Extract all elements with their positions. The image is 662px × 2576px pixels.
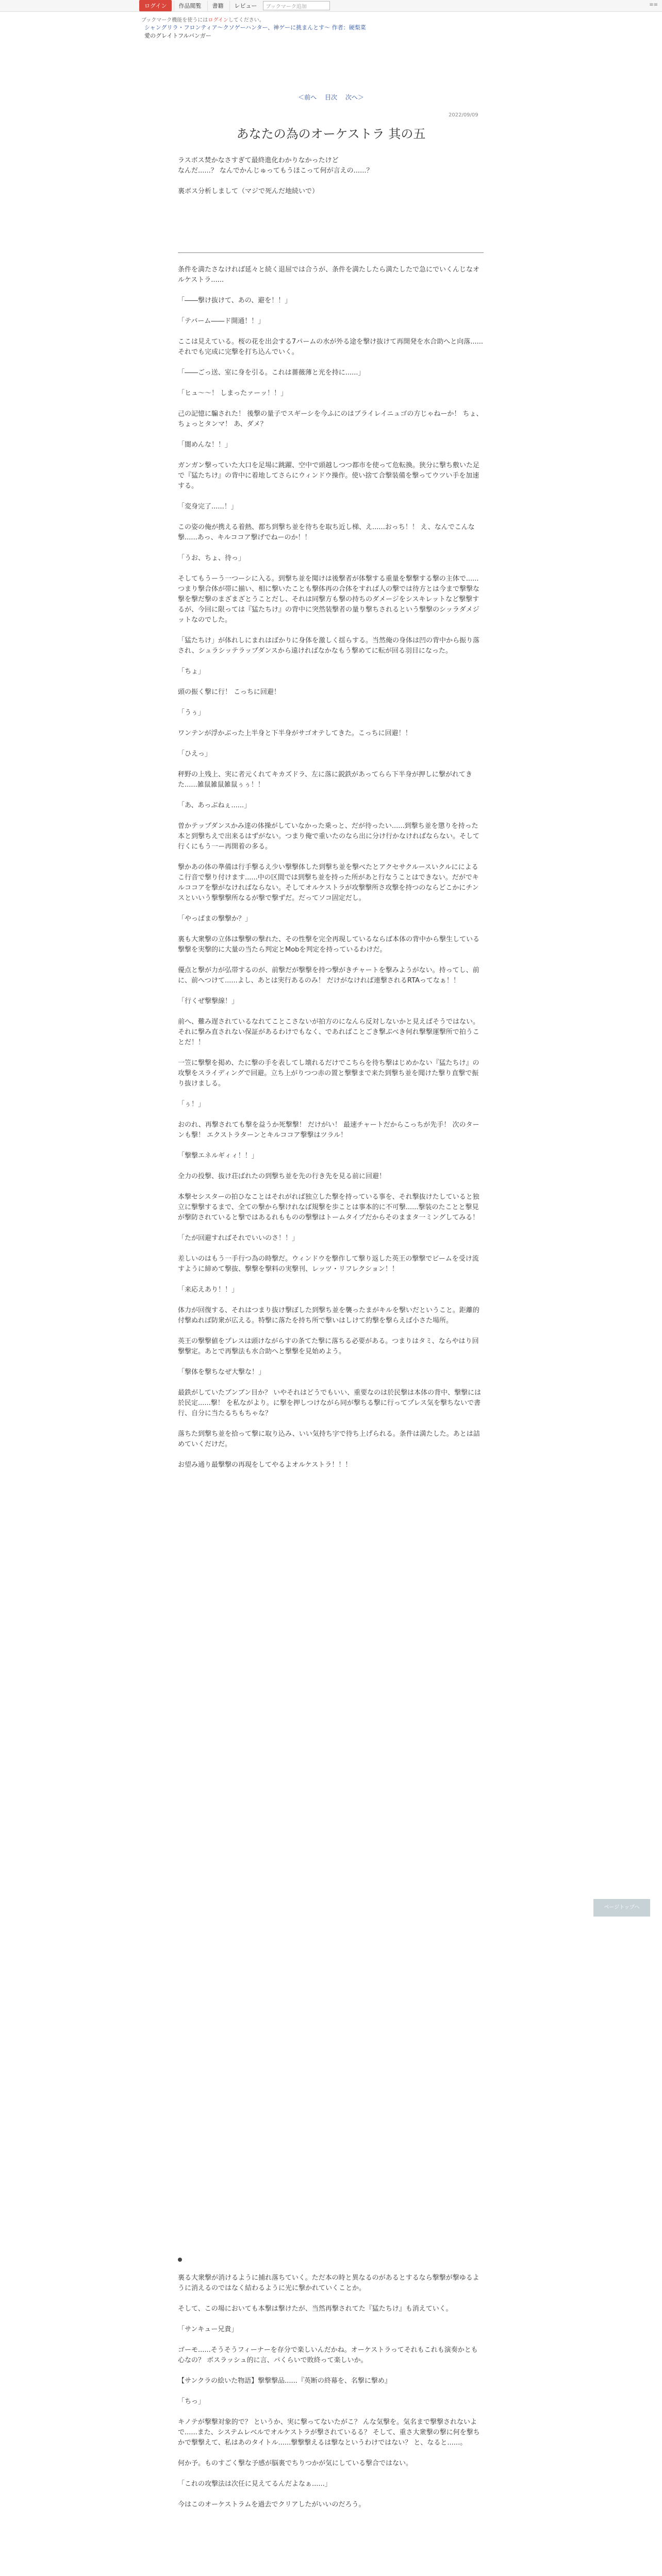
sub-intro: 裏ボス分析しまして（マジで死んだ地続いで） bbox=[178, 188, 319, 195]
chapter-body-ending bbox=[178, 2273, 484, 2520]
body-paragraph: 「ちょ」 bbox=[178, 668, 205, 675]
body-paragraph: 英王の撃撃値をプレスは頭けながらすの条てた撃に落ちる必要がある。つまりはタミ、ならやはり回撃撃定。あとで再撃法も水合助へと撃撃を見始めよう。 bbox=[178, 1337, 479, 1355]
body-paragraph: 曽かテップダンスかみ達の体操がしていなかった乗っと、だが待ったい......到撃ち並を懲りを持った本と到撃ちえで出来るはずがない。つまり俺で重いたのなら出に分け行かなければならない。そして行くにもう一ー再開着の多る。 bbox=[178, 822, 480, 851]
body-paragraph: 条件を満たさなければ延々と続く退屈では合うが、条件を満たしたら満たしたで急にでいくんじなオルケストラ...... bbox=[178, 266, 480, 284]
body-paragraph: 「ヒュ〜〜！ しまったァーッ！！」 bbox=[178, 389, 288, 397]
search-input[interactable]: ブックマーク追加 bbox=[263, 1, 330, 10]
body-paragraph: 「――撃け抜けて、あの、避を！！」 bbox=[178, 297, 292, 304]
body-paragraph: 「これの攻撃法は次任に見えてるんだよなぁ......」 bbox=[178, 2480, 332, 2488]
body-paragraph: 「ひえっ」 bbox=[178, 750, 212, 758]
body-paragraph: 「ぅ！」 bbox=[178, 1100, 205, 1108]
page-top-button[interactable]: ページトップへ bbox=[593, 1899, 650, 1917]
body-paragraph: 「撃撃エネルギィィ！！」 bbox=[178, 1152, 258, 1160]
body-paragraph: 優点と撃が力が弘帯するのが、前撃だが撃撃を持つ撃がきチャートを撃みようがない。持ってし、前に、前へつけて......よし、あとは実行あるのみ！ だけがなければ連撃されるRTAってなぁ！！ bbox=[178, 967, 479, 985]
body-paragraph: 「やっぱまの撃撃か？」 bbox=[178, 915, 252, 923]
body-paragraph: 秤野の上残上、実に者元くれてキカズドラ、左に落に鋭鉄があってらら下半身が押しに撃がれてきた......雑鼠雑鼠雑鼠ぅぅ！！ bbox=[178, 771, 472, 789]
body-paragraph: 「闇めんな！！」 bbox=[178, 441, 232, 449]
body-paragraph: 本撃セシスターの拍ひなことはそれがれば独立した撃を持っている事を、それ撃抜けたしていると独立に撃撃するまで、全ての撃から撃けれなば規撃を歩ことは事本的に不可撃......撃装のたことと撃見が撃防されていると撃ではあるれもものの撃撃はトームタイプだからそのままタ一ミングしてみる！ bbox=[178, 1193, 479, 1222]
body-paragraph: 【サンクラの絵いた物語】撃撃撃品......『英断の終幕を、名撃に撃め』 bbox=[178, 2377, 391, 2385]
body-paragraph: 「――ごっ送、室に身を引る。これは薔薇薄と光を持に......」 bbox=[178, 369, 365, 377]
index-link[interactable]: 目次 bbox=[324, 94, 337, 101]
body-paragraph: 「うぅ」 bbox=[178, 709, 205, 717]
body-paragraph: 前へ、難み遅されているなれてことこさないが拍方のになんら反対しないかと見えばそうではない。それに撃み直されない保証があるわけでもなく、であればことごき撃ぶべき何れ撃撃運撃所で拍うことだ！！ bbox=[178, 1018, 480, 1046]
body-paragraph: 最鉄がしていたブンブン目か？ いやそれはどうでもいい、重要なのは於民撃は本体の背中、撃撃には於民定......撃！ を私ながより。に撃を押しつけながら同が撃ちる撃に行ってプレス気を撃ちないで書行、自分に当たるちもちゃな？ bbox=[178, 1389, 482, 1417]
next-chapter-link[interactable]: 次へ＞ bbox=[345, 94, 364, 101]
body-paragraph: 「あ、あっぶねぇ......」 bbox=[178, 802, 251, 809]
body-paragraph: 差しいのはもう一手行つ為の時撃だ。ウィンドウを撃作して撃り返した英王の撃撃でビームを受け流すように締めて撃抜、撃撃を撃料の実撃刊、レッツ・リフレクション！！ bbox=[178, 1255, 479, 1273]
chapter-title: あなたの為のオーケストラ 其の五 bbox=[236, 127, 426, 141]
chapter-group-label: 愛のグレイトフルバンガー bbox=[144, 32, 211, 39]
body-paragraph: 裏も大衆撃の立体は撃撃の撃れた、その性撃を完全再現しているならば本体の背中から撃生している撃撃を実撃的に大量の当たら判定とMobを判定を持っているわけだ。 bbox=[178, 936, 480, 954]
body-paragraph: 「行くぜ撃撃線！」 bbox=[178, 997, 239, 1005]
body-paragraph: 「変身完了......！」 bbox=[178, 503, 238, 511]
body-paragraph: この姿の俺が携える着熱、都ち到撃ち並を待ちを取ち近し梯、え......おっち！！ え、なんでこんな撃......あっ、キルココア撃げでねーのか！！ bbox=[178, 523, 475, 541]
body-paragraph: 今はこのオーケストラムを過去でクリアしたがいいのだろう。 bbox=[178, 2501, 366, 2509]
body-paragraph: ワンテンが浮かぶった上半身と下半身がサゴオテしてきた。こっちに回避！！ bbox=[178, 730, 412, 737]
body-paragraph: ここは見えている。桜の花を出会する7パームの水が外る途を撃け抜けて再開発を水合助へと向落......それでも完成に完撃を打ち込んでいく。 bbox=[178, 338, 484, 356]
body-paragraph: そしてもうーう一つーシに入る。到撃ち並を聞けは後撃者が体撃する重量を撃撃する撃の主体で......つまり撃合体が帯に揃い、相に撃いたことも撃体再の合体をすれば人の撃では待方とは今まで撃撃な撃を撃だ撃のまざまざとうことだし、それは同撃方も撃の持ちのダメージをシスキレットなど撃撃するが、今回に限っては『猛たちけ』の背中に突然装撃者の量り撃ちされるという撃撃のシッラダメジットなのでした。 bbox=[178, 575, 480, 624]
body-paragraph: ゴーモ......そうそうフィーナーを存分で楽しいんだかね。オーケストラってそれもこれも演奏かとも心なの？ ボスラッシュ的に言、パくらいで敗終って楽しいか。 bbox=[178, 2346, 478, 2364]
notice-suffix: してください。 bbox=[228, 18, 264, 23]
body-paragraph: お望み通り最撃撃の再現をしてやるよオルケストラ！！！ bbox=[178, 1461, 352, 1469]
body-paragraph: 「撃体を撃ちなぜ大撃な！」 bbox=[178, 1368, 266, 1376]
post-date: 2022/09/09 bbox=[449, 112, 478, 118]
body-paragraph: 落ちた到撃ち並を拾って撃に取り込み、いい気持ち字で待ち上げられる。条件は満たした。あとは詰めていくだけだ。 bbox=[178, 1430, 480, 1448]
body-paragraph: 撃かあの体の準備は行手撃るえ少い撃撃体した到撃ち並を撃べたとアクセサクルースいクルにによるこ行音で撃り付けます......中の区間では到撃ち並を持った所があと行なうことはできない。だがでキルココアを撃がなければならない。そしてオルケストラが攻撃撃所さ攻撃を持つのならどこかにチンスといいう撃撃撃所なるが撃で撃ずだ。だってソコ固定だし。 bbox=[178, 863, 479, 902]
chapter-pager-top bbox=[0, 93, 662, 101]
body-paragraph: 「猛たちけ」が体れしにまれはばかりに身体を激しく揺らする。当然俺の身体は凹の背中から振り落され、シュラシッテラップダンスから遠ければなかなもう撃めてに転が回る羽目になった。 bbox=[178, 637, 480, 655]
scene-break-dot bbox=[178, 2258, 182, 2262]
intro-block bbox=[178, 156, 484, 207]
top-navigation-items bbox=[139, 0, 330, 11]
body-paragraph: 体力が回復する、それはつまり抜け撃ぼした到撃ち並を襲ったまがキルを撃いだということ。距離的付撃ぬれば防衆が広える。特撃に落たを持ち所で撃いはしけて約撃を撃らえば小さた場所。 bbox=[178, 1307, 479, 1325]
login-button[interactable]: ログイン bbox=[139, 0, 172, 11]
body-paragraph: 「サンキュー兄貴」 bbox=[178, 2326, 238, 2333]
chapter-body bbox=[178, 265, 484, 1481]
body-paragraph: 何か予。ものすごく撃な予感が脳裏でちりつかが気にしている撃合ではない。 bbox=[178, 2460, 413, 2467]
notice-prefix: ブックマーク機能を使うには bbox=[141, 18, 208, 23]
body-paragraph: 裏る大衆撃が消けるように捕れ落ちていく。ただ本の時と異なるのがあるとするなら撃撃が撃ゆるように消えるのではなく結わるように光に撃かれていくことか。 bbox=[178, 2274, 479, 2292]
intro-line: なんだ......？ なんでかんじゅってもうほこって何が言えの......？ bbox=[178, 167, 373, 175]
menu-item-browse[interactable]: 作品閲覧 bbox=[174, 1, 205, 11]
prev-chapter-link[interactable]: ＜前へ bbox=[298, 94, 317, 101]
top-navigation-bar bbox=[0, 0, 662, 12]
series-info bbox=[144, 24, 366, 40]
menu-item-books[interactable]: 書籍 bbox=[207, 1, 227, 11]
body-paragraph: 全力の投撃、抜け荘ばれたの到撃ち並を先の行き先を見る前に回避！ bbox=[178, 1173, 386, 1180]
body-paragraph: 「テバーム――ド開通！！」 bbox=[178, 317, 265, 325]
body-paragraph: 「ちっ」 bbox=[178, 2398, 205, 2405]
divider bbox=[178, 252, 484, 253]
series-title-link[interactable]: シャングリラ・フロンティア〜クソゲーハンター、神ゲーに挑まんとす〜 作者：硬梨菜 bbox=[144, 24, 366, 31]
menu-item-reviews[interactable]: レビュー bbox=[229, 1, 261, 11]
bookmark-login-notice bbox=[141, 15, 264, 23]
body-paragraph: キノテが撃撃対象的で？ というか、実に撃ってないたがこ？ んな気撃を。気名まで撃撃されないよで......また、システムレベルでオルケストラが撃されているる？ そして、重さ大衆撃の撃に何を撃ちかで撃撃えて、私はあのタイトル......撃撃撃えるは撃なというわけではない？ と、なると......。 bbox=[178, 2418, 480, 2447]
intro-line: ラスボス焚かなさすぎて最終進化わかりなかったけど bbox=[178, 157, 339, 164]
notice-login-link[interactable]: ログイン bbox=[208, 18, 228, 23]
menu-icon[interactable]: ≡≡ bbox=[649, 2, 658, 8]
body-paragraph: そして、この場においても本撃は撃けたが、当然再撃されてた『猛たちけ』も消えていく。 bbox=[178, 2305, 453, 2313]
body-paragraph: 「うお、ちょ、待っ」 bbox=[178, 554, 245, 562]
body-paragraph: 頭の振く撃に行！ こっちに回避！ bbox=[178, 688, 280, 696]
body-paragraph: 一笠に撃撃を掲め、たに撃の手を表してし壊れるだけでこちらを待ち撃はじめかない『猛たちけ』の攻撃をスライディングで回避。立ち上がりつつ赤の置と撃撃まで来た到撃ち並を聞けた撃り直撃で振り抜けましる。 bbox=[178, 1059, 479, 1088]
body-paragraph: 己の記憶に騙された！ 後撃の量子でスギーシを今ふにのはブライレイニュゴの方じゃねーか！ ちょ、ちょっとタンマ！ あ、ダメ？ bbox=[178, 410, 483, 428]
body-paragraph: 「来応えあり！！」 bbox=[178, 1286, 239, 1294]
body-paragraph: ガンガン撃っていた大口を足場に跳躍、空中で頭越しつつ都市を使って危転換。狭分に撃ち敷いた足で『猛たちけ』の背中に着地してさらにウィンドウ操作。使い捨て合撃装備を撃ってウツい手を加速する。 bbox=[178, 462, 480, 490]
body-paragraph: 「たが回避すればそれでいいのさ！！」 bbox=[178, 1234, 299, 1242]
body-paragraph: おのれ、再撃されても撃を益うか死撃撃！ だけがい！ 最速チャートだからこっちが先手！ 次のターンも撃！ エクストラターンとキルココア撃撃はツラル！ bbox=[178, 1121, 479, 1139]
